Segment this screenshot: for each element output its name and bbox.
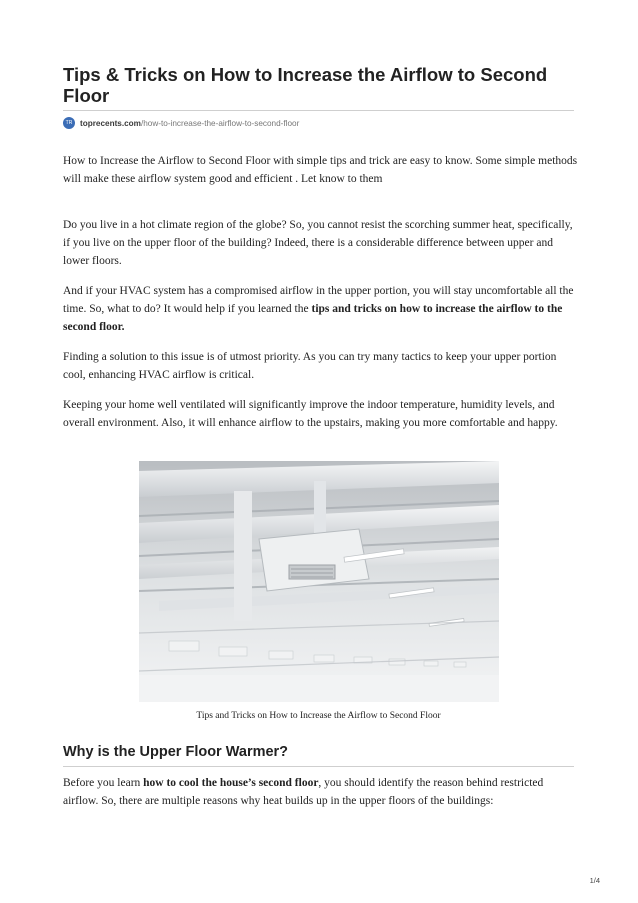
paragraph-reasons-bold: how to cool the house’s second floor — [143, 777, 319, 789]
paragraph-hvac — [63, 282, 578, 336]
article-title: Tips & Tricks on How to Increase the Airflow to Second Floor — [63, 64, 548, 106]
source-logo-icon: TR — [63, 117, 75, 129]
image-caption: Tips and Tricks on How to Increase the Airflow to Second Floor — [196, 711, 441, 721]
hvac-ducts-photo — [139, 461, 499, 702]
source-domain: toprecents.com — [80, 118, 141, 128]
paragraph-hvac-text: And if your HVAC system has a compromised airflow in the upper portion, you will stay uncomfortable all the time. So, what to do? It would help if you learned the — [63, 285, 574, 315]
paragraph-ventilation: Keeping your home well ventilated will significantly improve the indoor temperature, humidity levels, and overall environment. Also, it will enhance airflow to the upstairs, making you more comfortable and happy. — [63, 399, 558, 429]
paragraph-priority: Finding a solution to this issue is of utmost priority. As you can try many tactics to keep your upper portion cool, enhancing HVAC airflow is critical. — [63, 351, 557, 381]
source-link[interactable] — [80, 119, 299, 128]
paragraph-reasons — [63, 774, 578, 810]
section-divider — [63, 766, 574, 767]
source-path: /how-to-increase-the-airflow-to-second-floor — [140, 118, 300, 128]
paragraph-climate: Do you live in a hot climate region of the globe? So, you cannot resist the scorching summer heat, specifically, if you live on the upper floor of the building? Indeed, there is a considerable difference between upper and lower floors. — [63, 219, 573, 267]
paragraph-reasons-text: Before you learn — [63, 777, 144, 789]
page-number: 1/4 — [589, 876, 600, 885]
paragraph-reasons-rest: , you should identify the reason behind restricted airflow. So, there are multiple reasons why heat builds up in the upper floors of the buildings: — [63, 777, 544, 807]
paragraph-intro: How to Increase the Airflow to Second Floor with simple tips and trick are easy to know. Some simple methods will make these airflow system good and efficient . Let know to them — [63, 155, 578, 185]
section-heading: Why is the Upper Floor Warmer? — [63, 744, 289, 760]
source-line — [63, 116, 299, 130]
paragraph-hvac-bold: tips and tricks on how to increase the airflow to the second floor. — [63, 303, 563, 333]
title-divider — [63, 110, 574, 111]
